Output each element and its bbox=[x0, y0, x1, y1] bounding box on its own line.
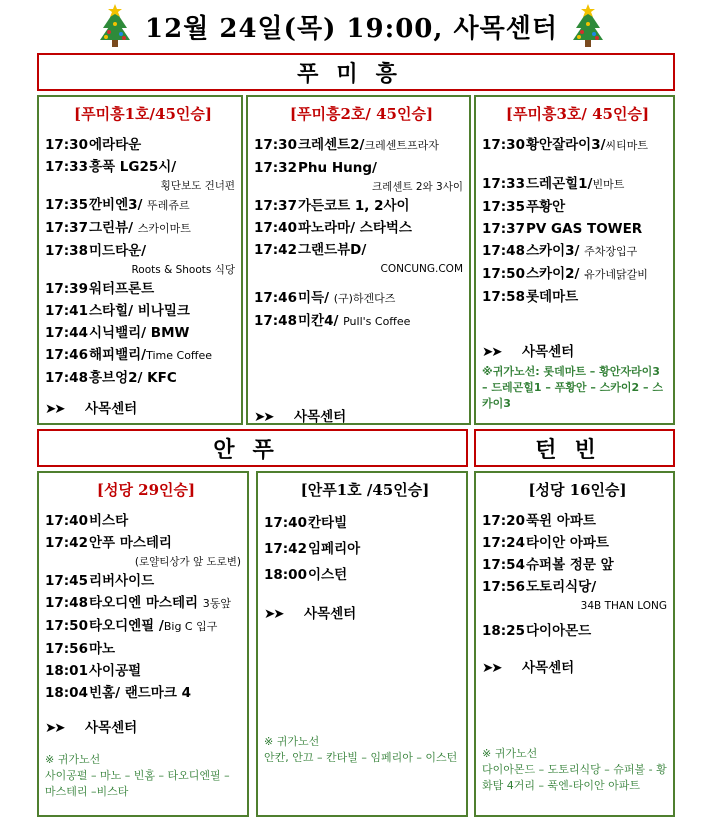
stop-item: 18:01사이공펄 bbox=[45, 663, 142, 679]
stop-item: 17:50타오디엔필 /Big C 입구 bbox=[45, 618, 218, 634]
region-banner-anphu: 안푸 bbox=[37, 429, 468, 467]
stop-item: 17:33드레곤힐1/빈마트 bbox=[482, 176, 625, 192]
stop-item: 17:37가든코트 1, 2사이 bbox=[254, 198, 410, 214]
route-title: [푸미흥1호/45인승] bbox=[74, 105, 212, 123]
christmas-tree-icon bbox=[570, 4, 606, 48]
stop-item: 17:33흥푹 LG25시/ bbox=[45, 159, 177, 175]
stop-detail: CONCUNG.COM bbox=[380, 263, 463, 275]
return-route: ※귀가노선: 롯데마트 – 황안자라이3 – 드레곤힐1 – 푸황안 – 스카이2 – 스카이3 bbox=[482, 365, 663, 410]
stop-item: 17:32Phu Hung/ bbox=[254, 160, 377, 176]
stop-item: 17:35푸황안 bbox=[482, 199, 566, 215]
route-title: [안푸1호 /45인승] bbox=[300, 481, 430, 499]
page-title: 12월 24일(목) 19:00, 사목센터 bbox=[145, 13, 558, 44]
stop-detail: 횡단보도 건너편 bbox=[160, 180, 235, 192]
stop-detail: 크레센트 2와 3사이 bbox=[371, 181, 463, 193]
destination: ➤➤ 사목센터 bbox=[45, 720, 138, 736]
stop-item: 17:46미득/ (구)하겐다즈 bbox=[254, 290, 396, 306]
christmas-tree-icon bbox=[97, 4, 133, 48]
route-box-pumihung-3 bbox=[474, 95, 675, 425]
stop-item: 17:40칸타빌 bbox=[264, 515, 348, 531]
stop-item: 17:35깐비엔3/ 뚜레쥬르 bbox=[45, 197, 190, 213]
stop-item: 17:46해피밸리/Time Coffee bbox=[45, 347, 213, 363]
destination: ➤➤ 사목센터 bbox=[482, 344, 575, 360]
stop-item: 17:20푹윈 아파트 bbox=[482, 513, 596, 529]
stop-item: 17:45리버사이드 bbox=[45, 573, 155, 589]
route-box-thanhbinh-cathedral bbox=[474, 471, 675, 817]
stop-item: 17:37그린뷰/ 스카이마트 bbox=[45, 220, 191, 236]
stop-item: 17:48흥브엉2/ KFC bbox=[45, 370, 177, 386]
stop-item: 17:56도토리식당/ bbox=[482, 579, 597, 595]
stop-detail: Roots & Shoots 식당 bbox=[131, 264, 235, 276]
header bbox=[0, 0, 703, 52]
destination: ➤➤ 사목센터 bbox=[45, 401, 138, 417]
double-arrow-icon: ➤➤ bbox=[264, 606, 283, 622]
stop-item: 17:48미칸4/ Pull's Coffee bbox=[254, 313, 411, 329]
stop-item: 17:48스카이3/ 주차장입구 bbox=[482, 243, 638, 259]
return-route: ※ 귀가노선 사이공펄 – 마노 – 빈홈 – 타오디엔필 – 마스테리 –비스타 bbox=[45, 753, 230, 798]
stop-item: 17:54슈퍼볼 정문 앞 bbox=[482, 557, 614, 573]
stop-item: 17:42안푸 마스테리 bbox=[45, 535, 172, 551]
stop-detail: (로얄티상가 앞 도로변) bbox=[134, 556, 241, 568]
destination: ➤➤ 사목센터 bbox=[254, 409, 347, 425]
stop-item: 17:44시닉밸리/ BMW bbox=[45, 325, 190, 341]
destination: ➤➤ 사목센터 bbox=[264, 606, 357, 622]
route-title: [푸미흥2호/ 45인승] bbox=[289, 105, 434, 123]
route-title: [푸미흥3호/ 45인승] bbox=[505, 105, 650, 123]
double-arrow-icon: ➤➤ bbox=[482, 660, 501, 676]
region-banner-pumihung: 푸미흥 bbox=[37, 53, 675, 91]
stop-item: 17:30크레센트2/크레센트프라자 bbox=[254, 137, 439, 153]
stop-item: 17:30황안잘라이3/씨티마트 bbox=[482, 137, 649, 153]
route-box-anphu-cathedral bbox=[37, 471, 249, 817]
stop-item: 17:42임페리아 bbox=[264, 541, 361, 557]
double-arrow-icon: ➤➤ bbox=[482, 344, 501, 360]
route-title: [성당 29인승] bbox=[96, 481, 196, 499]
return-route: ※ 귀가노선 안칸, 안끄 – 칸타빌 – 임페리아 – 이스턴 bbox=[264, 735, 458, 764]
stop-item: 18:04빈홈/ 랜드마크 4 bbox=[45, 685, 191, 701]
stop-item: 18:00이스턴 bbox=[264, 567, 348, 583]
stop-item: 17:40파노라마/ 스타벅스 bbox=[254, 220, 412, 236]
route-box-anphu-1 bbox=[256, 471, 468, 817]
stop-item: 17:37PV GAS TOWER bbox=[482, 221, 643, 237]
stop-item: 18:25다이아몬드 bbox=[482, 623, 592, 639]
route-box-pumihung-1 bbox=[37, 95, 243, 425]
stop-item: 17:42그랜드뷰D/ bbox=[254, 242, 367, 258]
destination: ➤➤ 사목센터 bbox=[482, 660, 575, 676]
double-arrow-icon: ➤➤ bbox=[254, 409, 273, 425]
double-arrow-icon: ➤➤ bbox=[45, 720, 64, 736]
region-banner-thanhbinh: 턴빈 bbox=[474, 429, 675, 467]
stop-item: 17:50스카이2/ 유가네닭갈비 bbox=[482, 266, 648, 282]
stop-item: 17:24타이안 아파트 bbox=[482, 535, 609, 551]
route-box-pumihung-2 bbox=[246, 95, 471, 425]
stop-item: 17:48타오디엔 마스테리 3동앞 bbox=[45, 595, 231, 611]
stop-item: 17:38미드타운/ bbox=[45, 243, 147, 259]
stop-item: 17:30에라타운 bbox=[45, 137, 142, 153]
stop-item: 17:39워터프론트 bbox=[45, 281, 155, 297]
stop-detail: 34B THAN LONG bbox=[580, 600, 667, 612]
route-title: [성당 16인승] bbox=[528, 481, 627, 499]
stop-item: 17:41스타힐/ 비나밀크 bbox=[45, 303, 190, 319]
stop-item: 17:58롯데마트 bbox=[482, 289, 579, 305]
return-route: ※ 귀가노선 다이아몬드 – 도토리식당 – 슈퍼볼 - 황화탐 4거리 – 푹엔-타이안 아파트 bbox=[482, 747, 667, 792]
stop-item: 17:40비스타 bbox=[45, 513, 129, 529]
stop-item: 17:56마노 bbox=[45, 641, 116, 657]
double-arrow-icon: ➤➤ bbox=[45, 401, 64, 417]
